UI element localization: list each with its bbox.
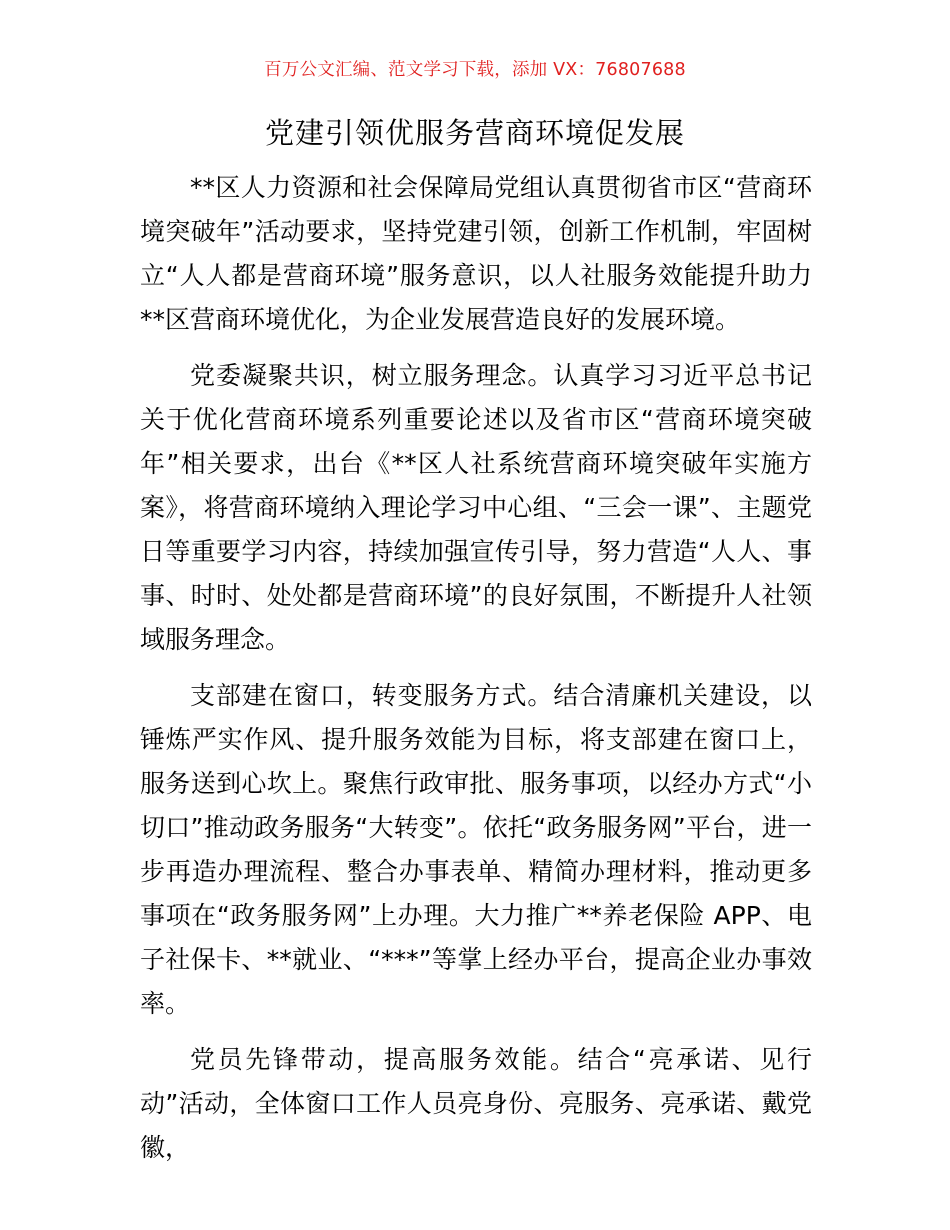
header-note: 百万公文汇编、范文学习下载，添加 VX：76807688 xyxy=(264,60,686,80)
document-body xyxy=(140,166,812,1182)
paragraph-consensus: 党委凝聚共识，树立服务理念。认真学习习近平总书记关于优化营商环境系列重要论述以及省市区“营商环境突破年”相关要求，出台《**区人社系统营商环境突破年实施方案》，将营商环境纳入理论学习中心组、“三会一课”、主题党日等重要学习内容，持续加强宣传引导，努力营造“人人、事事、时时、处处都是营商环境”的良好氛围，不断提升人社领域服务理念。 xyxy=(140,361,812,654)
paragraph-branch-window: 支部建在窗口，转变服务方式。结合清廉机关建设，以锤炼严实作风、提升服务效能为目标，将支部建在窗口上，服务送到心坎上。聚焦行政审批、服务事项，以经办方式“小切口”推动政务服务“大转变”。依托“政务服务网”平台，进一步再造办理流程、整合办事表单、精简办理材料，推动更多事项在“政务服务网”上办理。大力推广**养老保险 APP、电子社保卡、**就业、“***”等掌上经办平台，提高企业办事效率。 xyxy=(140,681,812,1018)
document-title: 党建引领优服务营商环境促发展 xyxy=(264,116,685,150)
paragraph-intro: **区人力资源和社会保障局党组认真贯彻省市区“营商环境突破年”活动要求，坚持党建引领，创新工作机制，牢固树立“人人都是营商环境”服务意识，以人社服务效能提升助力**区营商环境优化，为企业发展营造良好的发展环境。 xyxy=(140,173,812,334)
paragraph-pioneer: 党员先锋带动，提高服务效能。结合“亮承诺、见行动”活动，全体窗口工作人员亮身份、亮服务、亮承诺、戴党徽， xyxy=(140,1045,812,1162)
